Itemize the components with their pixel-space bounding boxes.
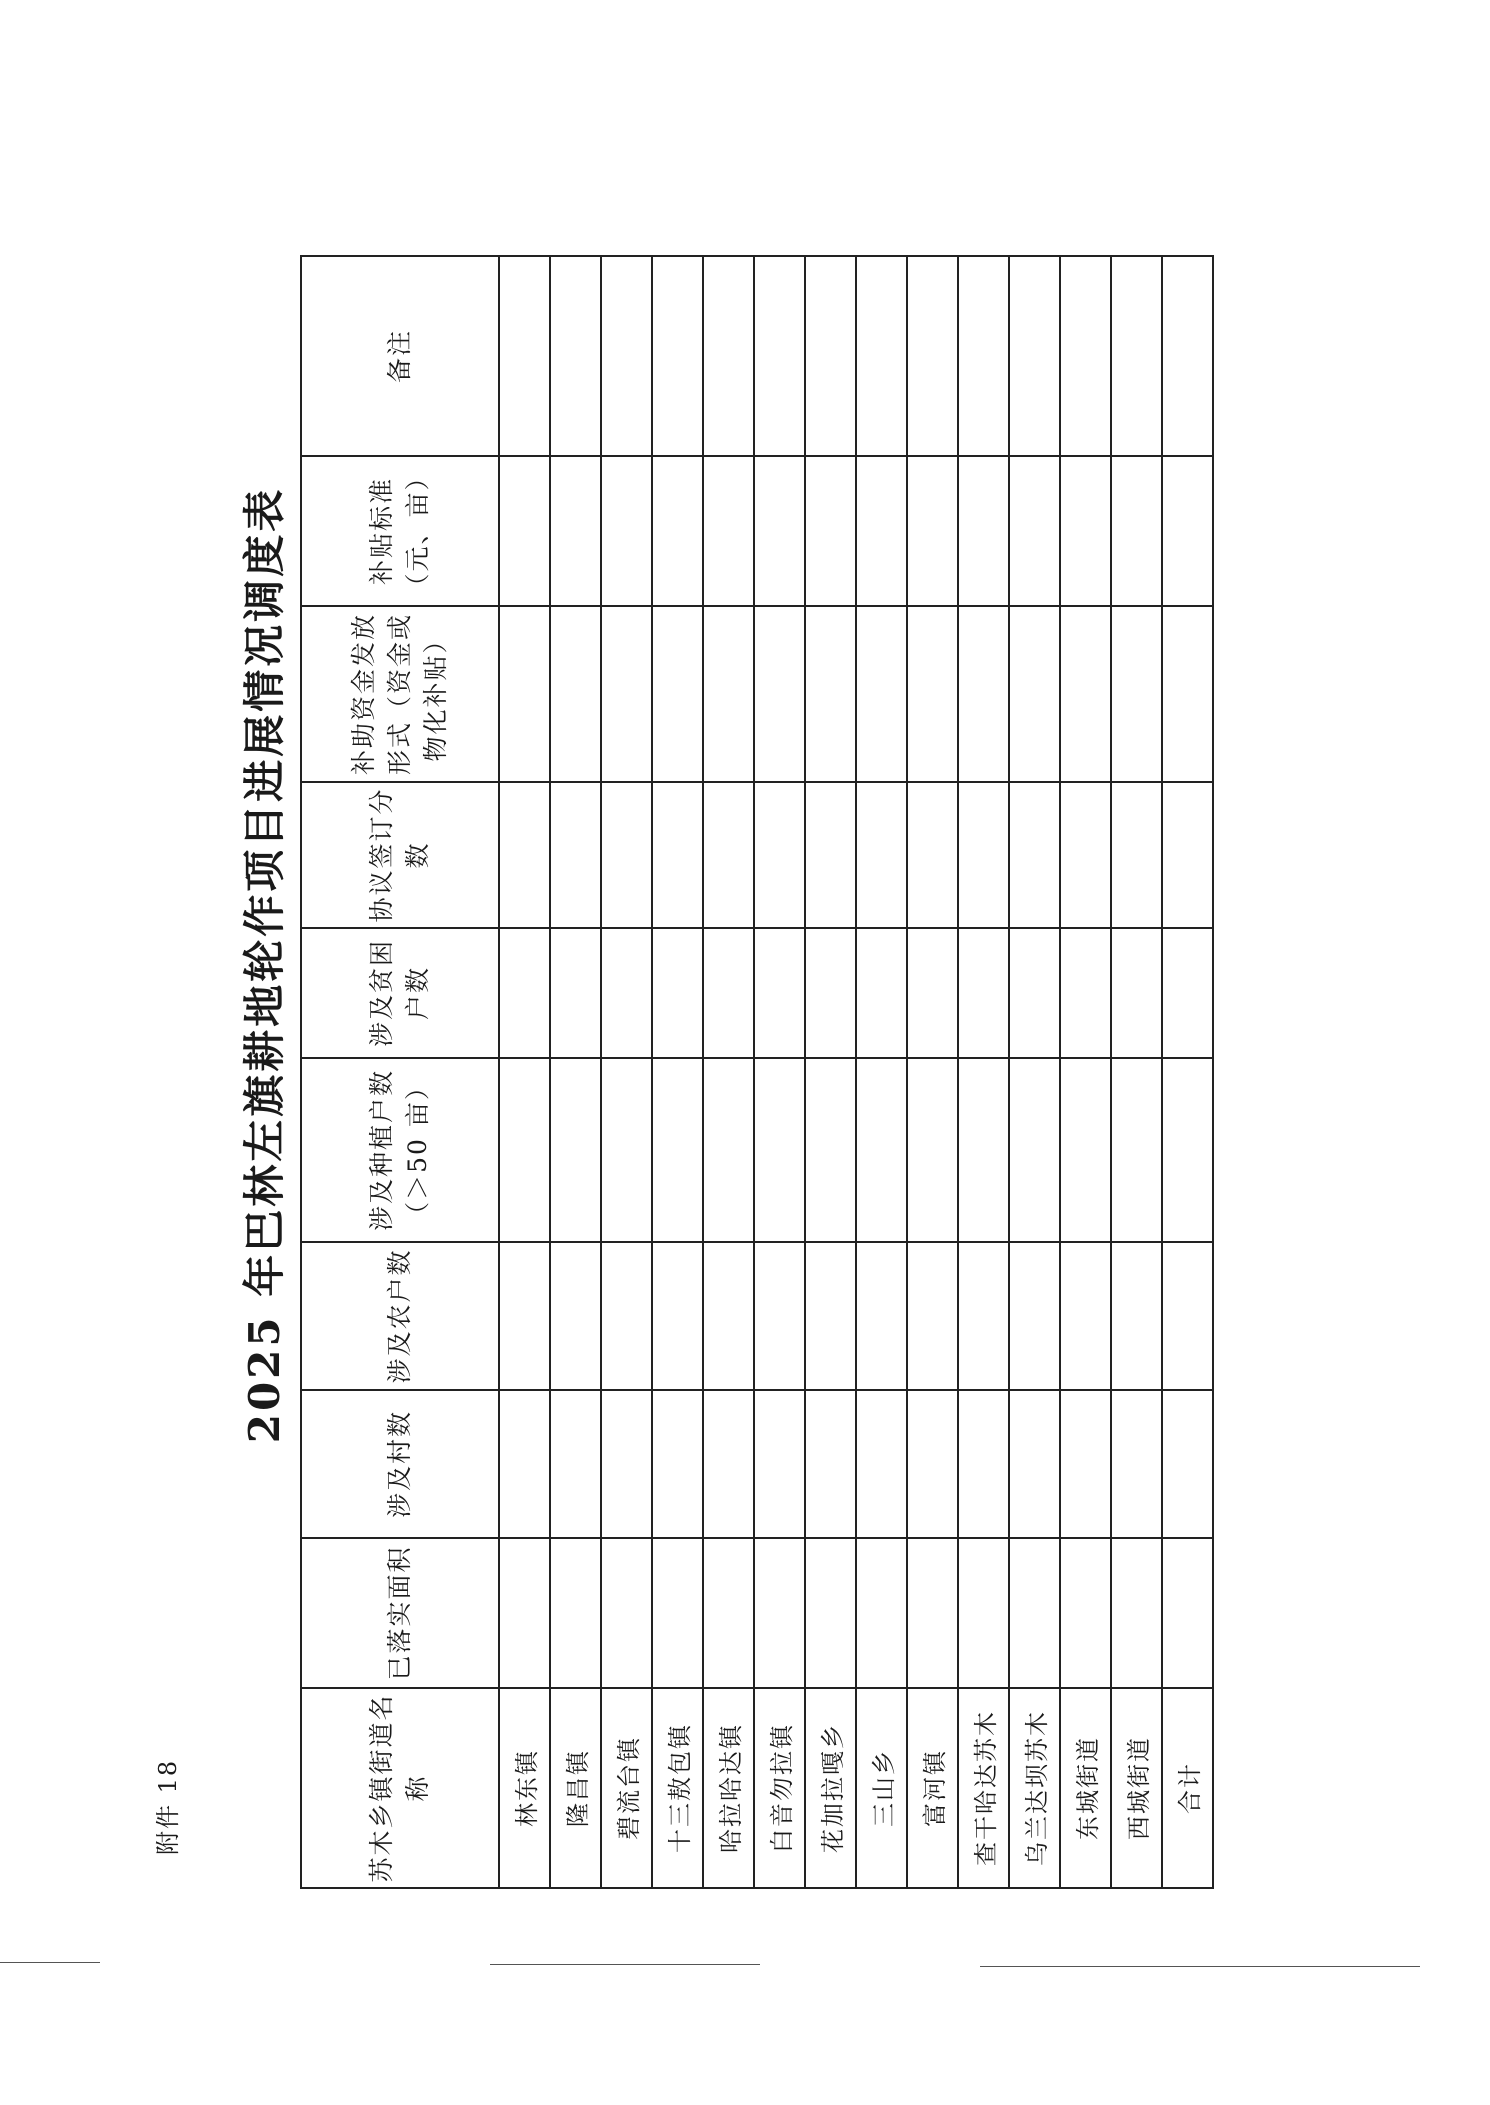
table-cell [550,456,601,606]
table-cell [601,456,652,606]
table-cell [805,256,856,456]
table-cell [754,1058,805,1242]
table-cell [754,1390,805,1538]
table-body [499,256,1213,1888]
table-cell [601,606,652,782]
table-cell [1162,456,1213,606]
column-header-subsidy-standard: 补贴标准（元、亩） [301,456,499,606]
table-cell [652,928,703,1058]
column-header-subsidy-form: 补助资金发放形式（资金或物化补贴） [301,606,499,782]
table-cell [550,606,601,782]
row-town-name: 十三敖包镇 [652,1688,703,1888]
table-cell [1060,928,1111,1058]
table-cell [499,782,550,928]
table-cell [958,606,1009,782]
row-town-name: 隆昌镇 [550,1688,601,1888]
table-cell [601,1538,652,1688]
table-cell [907,1058,958,1242]
table-cell [703,1058,754,1242]
table-cell [703,782,754,928]
table-cell [907,1538,958,1688]
table-cell [499,1058,550,1242]
table-cell [805,1390,856,1538]
table-cell [805,456,856,606]
table-cell [499,928,550,1058]
table-cell [958,1242,1009,1390]
table-cell [703,1538,754,1688]
table-header-row [301,256,499,1888]
table-cell [499,606,550,782]
table-cell [754,1242,805,1390]
table-cell [958,1058,1009,1242]
table-row [1111,256,1162,1888]
table-cell [1111,606,1162,782]
table-row [1162,256,1213,1888]
table-row [499,256,550,1888]
table-cell [958,1390,1009,1538]
row-town-name: 东城街道 [1060,1688,1111,1888]
table-cell [1009,456,1060,606]
table-row [856,256,907,1888]
table-cell [1009,1390,1060,1538]
table-cell [856,1538,907,1688]
table-cell [1111,928,1162,1058]
table-cell [805,782,856,928]
table-cell [958,1538,1009,1688]
column-header-remarks: 备注 [301,256,499,456]
table-row [703,256,754,1888]
table-cell [907,928,958,1058]
row-town-name: 富河镇 [907,1688,958,1888]
table-cell [754,256,805,456]
table-cell [1162,782,1213,928]
table-cell [907,606,958,782]
table-cell [1111,456,1162,606]
table-cell [856,928,907,1058]
table-cell [601,1058,652,1242]
table-cell [907,456,958,606]
row-town-name: 哈拉哈达镇 [703,1688,754,1888]
table-cell [805,928,856,1058]
table-cell [1162,256,1213,456]
table-cell [1162,1058,1213,1242]
table-cell [1111,1390,1162,1538]
table-cell [703,456,754,606]
progress-table [300,255,1214,1889]
column-header-town-name: 苏木乡镇街道名称 [301,1688,499,1888]
table-cell [1111,1058,1162,1242]
table-cell [652,606,703,782]
table-row [1060,256,1111,1888]
table-cell [1009,1538,1060,1688]
table-cell [499,456,550,606]
table-cell [1060,1390,1111,1538]
table-cell [1009,782,1060,928]
table-cell [754,782,805,928]
table-row [652,256,703,1888]
table-cell [550,1538,601,1688]
row-town-name: 碧流台镇 [601,1688,652,1888]
table-cell [652,1058,703,1242]
row-town-name: 查干哈达苏木 [958,1688,1009,1888]
table-cell [652,1538,703,1688]
table-cell [703,606,754,782]
appendix-label: 附件 18 [154,1758,182,1855]
table-cell [652,782,703,928]
table-row [805,256,856,1888]
table-cell [550,782,601,928]
column-header-agreement-count: 协议签订分数 [301,782,499,928]
table-cell [652,256,703,456]
table-cell [652,1390,703,1538]
table-cell [703,928,754,1058]
table-cell [703,1390,754,1538]
table-cell [601,1390,652,1538]
table-cell [550,928,601,1058]
scan-artifact-line [980,1966,1420,1967]
table-cell [907,782,958,928]
table-cell [652,1242,703,1390]
table-cell [1111,782,1162,928]
table-cell [550,1242,601,1390]
table-cell [958,456,1009,606]
table-cell [856,456,907,606]
row-town-name: 三山乡 [856,1688,907,1888]
rotated-page-content [0,45,1490,1945]
table-cell [1060,256,1111,456]
table-cell [754,1538,805,1688]
table-cell [1060,1538,1111,1688]
table-cell [703,256,754,456]
table-cell [1162,1390,1213,1538]
column-header-poor-household-count: 涉及贫困户数 [301,928,499,1058]
page-title: 2025 年巴林左旗耕地轮作项目进展情况调度表 [240,486,289,1444]
row-town-name: 花加拉嘎乡 [805,1688,856,1888]
table-cell [550,1058,601,1242]
table-row [958,256,1009,1888]
table-cell [805,1058,856,1242]
table-cell [958,928,1009,1058]
table-cell [958,782,1009,928]
table-cell [907,1242,958,1390]
table-cell [1162,1242,1213,1390]
table-cell [907,256,958,456]
row-town-name: 林东镇 [499,1688,550,1888]
table-cell [499,1390,550,1538]
table-cell [601,256,652,456]
table-cell [1009,606,1060,782]
table-row [754,256,805,1888]
table-cell [550,1390,601,1538]
table-cell [1060,606,1111,782]
table-cell [856,1058,907,1242]
table-cell [1111,256,1162,456]
column-header-grower-count: 涉及种植户数（＞50 亩） [301,1058,499,1242]
table-cell [907,1390,958,1538]
table-cell [754,928,805,1058]
table-cell [1060,1242,1111,1390]
column-header-implemented-area: 已落实面积 [301,1538,499,1688]
table-row [907,256,958,1888]
column-header-farmer-count: 涉及农户数 [301,1242,499,1390]
table-cell [1009,256,1060,456]
scan-artifact-line [490,1964,760,1965]
table-cell [754,606,805,782]
table-cell [1162,606,1213,782]
table-cell [1060,1058,1111,1242]
table-cell [499,1538,550,1688]
table-cell [499,256,550,456]
table-row [550,256,601,1888]
table-cell [856,256,907,456]
table-cell [1009,1058,1060,1242]
scan-artifact-line [0,1962,100,1963]
table-cell [1162,1538,1213,1688]
table-cell [1162,928,1213,1058]
table-cell [1060,456,1111,606]
table-cell [805,606,856,782]
table-cell [601,1242,652,1390]
table-cell [805,1538,856,1688]
table-cell [499,1242,550,1390]
table-row [1009,256,1060,1888]
table-cell [805,1242,856,1390]
table-row [601,256,652,1888]
table-cell [856,782,907,928]
table-cell [1111,1242,1162,1390]
row-town-name: 乌兰达坝苏木 [1009,1688,1060,1888]
table-cell [703,1242,754,1390]
table-cell [856,606,907,782]
table-cell [601,928,652,1058]
row-town-name: 白音勿拉镇 [754,1688,805,1888]
table-cell [1009,928,1060,1058]
row-town-name: 合计 [1162,1688,1213,1888]
table-cell [550,256,601,456]
row-town-name: 西城街道 [1111,1688,1162,1888]
table-cell [856,1242,907,1390]
table-cell [1060,782,1111,928]
table-cell [1009,1242,1060,1390]
table-cell [1111,1538,1162,1688]
table-cell [601,782,652,928]
table-cell [652,456,703,606]
table-cell [958,256,1009,456]
table-cell [856,1390,907,1538]
table-cell [754,456,805,606]
column-header-village-count: 涉及村数 [301,1390,499,1538]
